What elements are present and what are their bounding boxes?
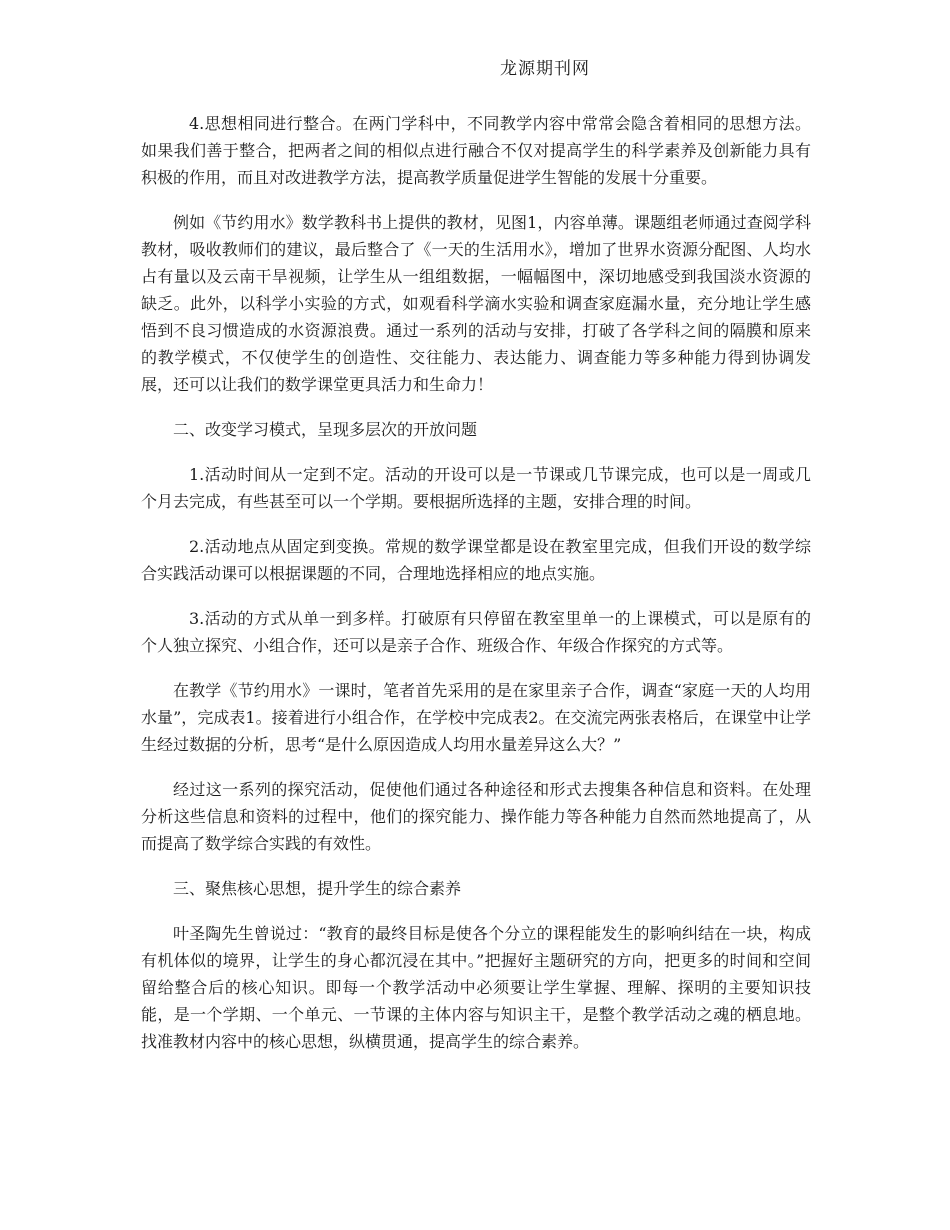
paragraph-integration-method: 4.思想相同进行整合。在两门学科中，不同教学内容中常常会隐含着相同的思想方法。如果我们善于整合，把两者之间的相似点进行融合不仅对提高学生的科学素养及创新能力具有积极的作用，而且对改进教学方法，提高教学质量促进学生智能的发展十分重要。 xyxy=(141,114,811,187)
site-title: 龙源期刊网 xyxy=(500,59,590,79)
paragraph-lesson-practice: 在教学《节约用水》一课时，笔者首先采用的是在家里亲子合作，调查“家庭一天的人均用水量”，完成表1。接着进行小组合作，在学校中完成表2。在交流完两张表格后，在课堂中让学生经过数据的分析，思考“是什么原因造成人均用水量差异这么大？” xyxy=(141,681,811,754)
paragraph-water-saving-example: 例如《节约用水》数学教科书上提供的教材，见图1，内容单薄。课题组老师通过查阅学科教材，吸收教师们的建议，最后整合了《一天的生活用水》，增加了世界水资源分配图、人均水占有量以及云南干旱视频，让学生从一组组数据，一幅幅图中，深切地感受到我国淡水资源的缺乏。此外，以科学小实验的方式，如观看科学滴水实验和调查家庭漏水量，充分地让学生感悟到不良习惯造成的水资源浪费。通过一系列的活动与安排，打破了各学科之间的隔膜和原来的教学模式，不仅使学生的创造性、交往能力、表达能力、调查能力等多种能力得到协调发展，还可以让我们的数学课堂更具活力和生命力！ xyxy=(141,213,811,394)
section-heading-2: 二、改变学习模式，呈现多层次的开放问题 xyxy=(173,420,478,439)
paragraph-activity-location: 2.活动地点从固定到变换。常规的数学课堂都是设在教室里完成，但我们开设的数学综合实践活动课可以根据课题的不同，合理地选择相应的地点实施。 xyxy=(141,537,811,583)
paragraph-activity-mode: 3.活动的方式从单一到多样。打破原有只停留在教室里单一的上课模式，可以是原有的个人独立探究、小组合作，还可以是亲子合作、班级合作、年级合作探究的方式等。 xyxy=(141,609,811,655)
paragraph-core-ideas: 叶圣陶先生曾说过：“教育的最终目标是使各个分立的课程能发生的影响纠结在一块，构成有机体似的境界，让学生的身心都沉浸在其中。”把握好主题研究的方向，把更多的时间和空间留给整合后的核心知识。即每一个教学活动中必须要让学生掌握、理解、探明的主要知识技能，是一个学期、一个单元、一节课的主体内容与知识主干，是整个教学活动之魂的栖息地。找准教材内容中的核心思想，纵横贯通，提高学生的综合素养。 xyxy=(141,924,811,1051)
paragraph-inquiry-results: 经过这一系列的探究活动，促使他们通过各种途径和形式去搜集各种信息和资料。在处理分析这些信息和资料的过程中，他们的探究能力、操作能力等各种能力自然而然地提高了，从而提高了数学综合实践的有效性。 xyxy=(141,780,811,853)
article-body xyxy=(141,110,811,1073)
paragraph-activity-time: 1.活动时间从一定到不定。活动的开设可以是一节课或几节课完成，也可以是一周或几个月去完成，有些甚至可以一个学期。要根据所选择的主题，安排合理的时间。 xyxy=(141,465,811,511)
section-heading-3: 三、聚焦核心思想，提升学生的综合素养 xyxy=(173,879,462,898)
